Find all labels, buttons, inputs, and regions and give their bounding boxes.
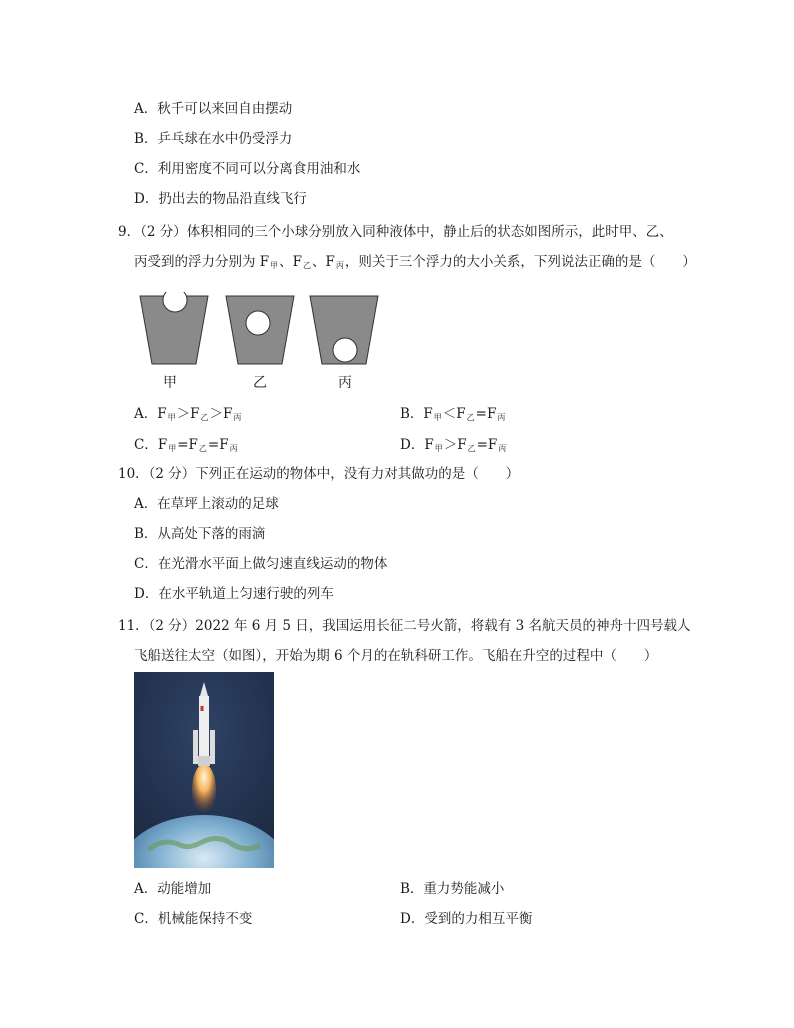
container-jia xyxy=(140,292,208,364)
q11-option-b: B．重力势能减小 xyxy=(400,881,505,897)
q11-stem-line2: 飞船送往太空（如图），开始为期 6 个月的在轨科研工作。飞船在升空的过程中（ ） xyxy=(134,648,658,664)
q8-option-b: B．乒乓球在水中仍受浮力 xyxy=(134,131,293,147)
ball-yi xyxy=(246,311,270,335)
ball-jia xyxy=(163,292,187,312)
rocket-launch-image xyxy=(134,672,274,868)
container-yi xyxy=(226,296,294,364)
label-bing: 丙 xyxy=(338,375,352,391)
q8-option-c: C．利用密度不同可以分离食用油和水 xyxy=(134,161,361,177)
q9-option-d: D．$F_甲>F_乙=F_丙$ xyxy=(400,437,507,453)
ball-bing xyxy=(333,338,357,362)
q9-option-a: A．$F_甲>F_乙>F_丙$ xyxy=(134,406,242,422)
exhaust-flame xyxy=(192,764,216,816)
q10-option-d: D．在水平轨道上匀速行驶的列车 xyxy=(134,586,334,602)
container-bing xyxy=(310,296,378,364)
label-jia: 甲 xyxy=(163,375,177,391)
q8-option-d: D．扔出去的物品沿直线飞行 xyxy=(134,191,307,207)
q11-option-c: C．机械能保持不变 xyxy=(134,911,253,927)
q9-stem-line1: 9．（2 分）体积相同的三个小球分别放入同种液体中，静止后的状态如图所示，此时甲、乙、 xyxy=(118,224,673,240)
q10-option-a: A．在草坪上滚动的足球 xyxy=(134,496,279,512)
q11-option-a: A．动能增加 xyxy=(134,881,212,897)
q9-option-c: C．$F_甲=F_乙=F_丙$ xyxy=(134,437,238,453)
q11-stem-line1: 11．（2 分）2022 年 6 月 5 日，我国运用长征二号火箭，将载有 3 名航天员的神舟十四号载人 xyxy=(118,618,691,634)
q9-option-b: B．$F_甲<F_乙=F_丙$ xyxy=(400,406,506,422)
q9-stem-line2: 丙受到的浮力分别为 $F_甲$、$F_乙$、$F_丙$，则关于三个浮力的大小关系，下列说法正确的是（ ） xyxy=(134,254,696,270)
q11-option-d: D．受到的力相互平衡 xyxy=(400,911,533,927)
label-yi: 乙 xyxy=(253,375,267,391)
q10-option-b: B．从高处下落的雨滴 xyxy=(134,526,266,542)
q10-stem: 10．（2 分）下列正在运动的物体中，没有力对其做功的是（ ） xyxy=(118,466,520,482)
q10-option-c: C．在光滑水平面上做匀速直线运动的物体 xyxy=(134,556,388,572)
q8-option-a: A．秋千可以来回自由摆动 xyxy=(134,101,293,117)
